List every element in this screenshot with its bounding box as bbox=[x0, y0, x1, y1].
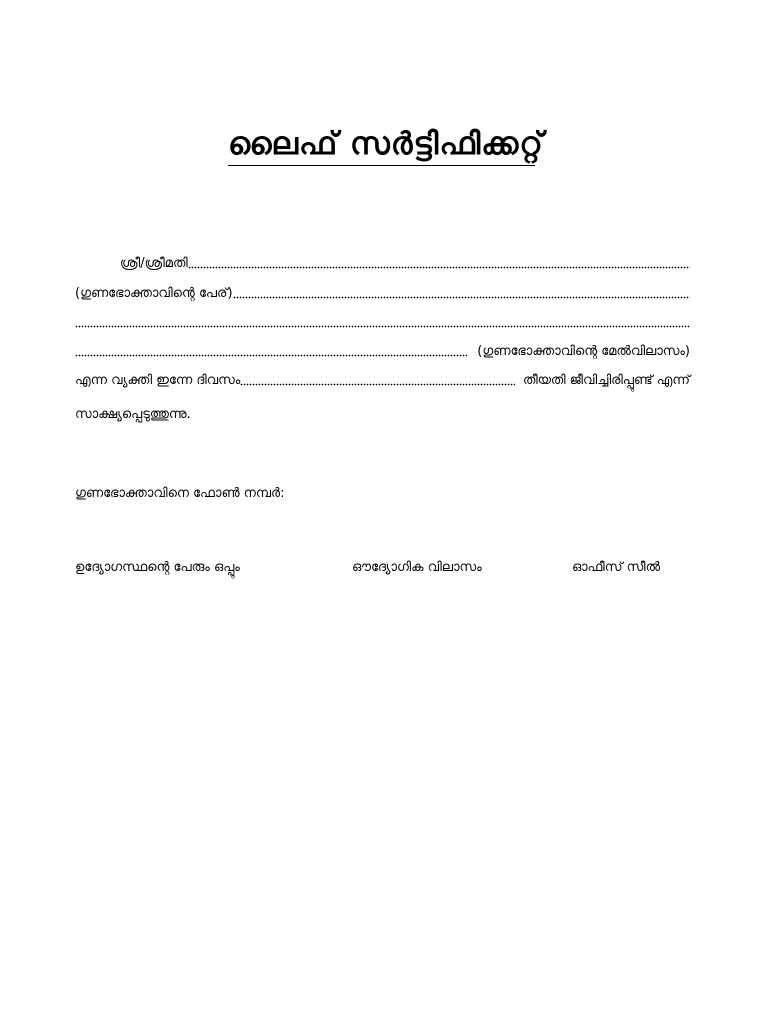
alive-suffix: തീയതി ജീവിച്ചിരിപ്പുണ്ട് എന്ന് bbox=[522, 373, 690, 388]
address-fill-dots bbox=[75, 354, 467, 357]
phone-number-label: ഗുണഭോക്താവിനെ ഫോൺ നമ്പർ: bbox=[75, 486, 285, 501]
official-address-label: ഔദ്യോഗിക വിലാസം bbox=[352, 560, 482, 575]
document-title: ലൈഫ് സർട്ടിഫിക്കറ്റ് bbox=[228, 126, 544, 162]
officer-name-sign-label: ഉദ്യോഗസ്ഥന്റെ പേരും ഒപ്പും bbox=[75, 560, 240, 575]
name-label-line bbox=[75, 282, 690, 306]
name-line bbox=[120, 252, 690, 276]
address-label: (ഗുണഭോക്താവിന്റെ മേൽവിലാസം) bbox=[477, 344, 690, 359]
date-fill-dots bbox=[240, 383, 515, 386]
blank-line bbox=[75, 311, 690, 335]
attest-text: സാക്ഷ്യപ്പെടുത്തുന്നു. bbox=[75, 407, 191, 422]
attest-line bbox=[75, 403, 375, 427]
title-underline bbox=[228, 165, 535, 166]
name-fill-dots bbox=[188, 266, 690, 269]
address-line bbox=[75, 340, 690, 364]
alive-prefix: എന്ന വ്യക്തി ഇന്നേ ദിവസം bbox=[75, 373, 241, 388]
name-label-fill-dots bbox=[233, 296, 690, 299]
office-seal-label: ഓഫീസ് സീൽ bbox=[572, 560, 661, 575]
name-prefix: ശ്രീ/ശ്രീമതി bbox=[120, 256, 188, 271]
blank-fill-dots bbox=[75, 325, 690, 328]
name-label: (ഗുണഭോക്താവിന്റെ പേര്) bbox=[75, 286, 233, 301]
alive-line bbox=[75, 369, 690, 393]
